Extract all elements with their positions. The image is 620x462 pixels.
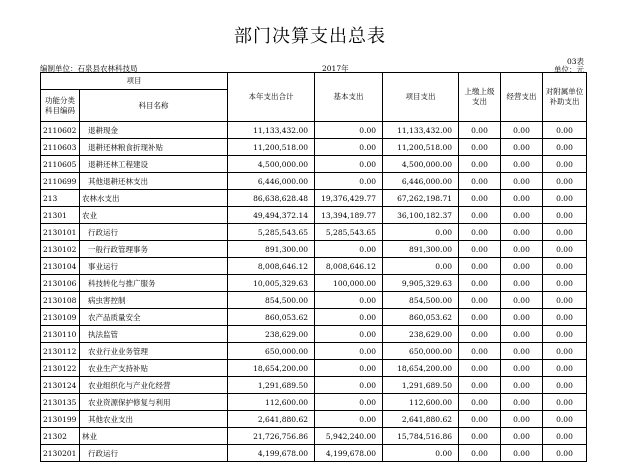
cell-basic: 0.00 (315, 173, 383, 190)
cell-code: 21301 (41, 207, 80, 224)
cell-total: 86,638,628.48 (228, 190, 315, 207)
cell-total: 1,291,689.50 (228, 377, 315, 394)
cell-project: 18,654,200.00 (383, 360, 459, 377)
cell-basic: 5,285,543.65 (315, 224, 383, 241)
cell-subsidy: 0.00 (543, 411, 587, 428)
cell-business: 0.00 (501, 207, 543, 224)
cell-subsidy: 0.00 (543, 275, 587, 292)
table-row (41, 428, 587, 445)
cell-business: 0.00 (501, 411, 543, 428)
cell-project: 1,291,689.50 (383, 377, 459, 394)
cell-business: 0.00 (501, 428, 543, 445)
cell-project: 67,262,198.71 (383, 190, 459, 207)
cell-upper: 0.00 (459, 275, 501, 292)
table-row (41, 207, 587, 224)
cell-project: 854,500.00 (383, 292, 459, 309)
cell-business: 0.00 (501, 377, 543, 394)
cell-project: 860,053.62 (383, 309, 459, 326)
cell-subsidy: 0.00 (543, 292, 587, 309)
cell-basic: 0.00 (315, 343, 383, 360)
cell-name: 其他农业支出 (80, 411, 228, 428)
cell-total: 854,500.00 (228, 292, 315, 309)
table-row (41, 224, 587, 241)
cell-project: 650,000.00 (383, 343, 459, 360)
cell-project: 0.00 (383, 258, 459, 275)
table-row (41, 411, 587, 428)
cell-basic: 0.00 (315, 122, 383, 139)
cell-subsidy: 0.00 (543, 394, 587, 411)
cell-project: 6,446,000.00 (383, 173, 459, 190)
cell-business: 0.00 (501, 258, 543, 275)
cell-total: 891,300.00 (228, 241, 315, 258)
table-row (41, 122, 587, 139)
cell-name: 事业运行 (80, 258, 228, 275)
table-row (41, 258, 587, 275)
cell-total: 8,008,646.12 (228, 258, 315, 275)
table-row (41, 445, 587, 462)
table-row (41, 343, 587, 360)
cell-basic: 8,008,646.12 (315, 258, 383, 275)
cell-code: 2110603 (41, 139, 80, 156)
cell-upper: 0.00 (459, 190, 501, 207)
cell-project: 36,100,182.37 (383, 207, 459, 224)
currency-unit: 单位：元 (554, 65, 584, 74)
cell-basic: 0.00 (315, 292, 383, 309)
cell-upper: 0.00 (459, 394, 501, 411)
cell-upper: 0.00 (459, 326, 501, 343)
cell-name: 退耕还林工程建设 (80, 156, 228, 173)
cell-code: 2130199 (41, 411, 80, 428)
cell-name: 农业 (80, 207, 228, 224)
cell-subsidy: 0.00 (543, 241, 587, 258)
cell-basic: 0.00 (315, 156, 383, 173)
cell-basic: 19,376,429.77 (315, 190, 383, 207)
cell-subsidy: 0.00 (543, 122, 587, 139)
cell-total: 5,285,543.65 (228, 224, 315, 241)
cell-upper: 0.00 (459, 156, 501, 173)
cell-project: 0.00 (383, 224, 459, 241)
cell-basic: 0.00 (315, 326, 383, 343)
fiscal-year: 2017年 (322, 64, 349, 73)
cell-business: 0.00 (501, 326, 543, 343)
cell-subsidy: 0.00 (543, 343, 587, 360)
cell-business: 0.00 (501, 360, 543, 377)
cell-total: 112,600.00 (228, 394, 315, 411)
cell-upper: 0.00 (459, 360, 501, 377)
cell-code: 2130104 (41, 258, 80, 275)
cell-upper: 0.00 (459, 224, 501, 241)
cell-project: 11,200,518.00 (383, 139, 459, 156)
header-total: 本年支出合计 (228, 73, 315, 122)
cell-code: 2130106 (41, 275, 80, 292)
cell-upper: 0.00 (459, 292, 501, 309)
cell-business: 0.00 (501, 190, 543, 207)
cell-name: 其他退耕还林支出 (80, 173, 228, 190)
cell-upper: 0.00 (459, 445, 501, 462)
cell-name: 科技转化与推广服务 (80, 275, 228, 292)
cell-total: 6,446,000.00 (228, 173, 315, 190)
cell-code: 213 (41, 190, 80, 207)
cell-upper: 0.00 (459, 207, 501, 224)
cell-code: 2110602 (41, 122, 80, 139)
cell-subsidy: 0.00 (543, 309, 587, 326)
cell-total: 10,005,329.63 (228, 275, 315, 292)
table-row (41, 173, 587, 190)
cell-subsidy: 0.00 (543, 207, 587, 224)
cell-subsidy: 0.00 (543, 258, 587, 275)
cell-upper: 0.00 (459, 173, 501, 190)
header-code: 功能分类科目编码 (41, 90, 80, 122)
cell-total: 21,726,756.86 (228, 428, 315, 445)
cell-business: 0.00 (501, 241, 543, 258)
cell-business: 0.00 (501, 445, 543, 462)
cell-project: 4,500,000.00 (383, 156, 459, 173)
cell-subsidy: 0.00 (543, 326, 587, 343)
cell-name: 农业生产支持补贴 (80, 360, 228, 377)
cell-subsidy: 0.00 (543, 156, 587, 173)
table-row (41, 326, 587, 343)
table-row (41, 139, 587, 156)
header-name: 科目名称 (80, 90, 228, 122)
cell-upper: 0.00 (459, 411, 501, 428)
cell-basic: 0.00 (315, 139, 383, 156)
cell-basic: 13,394,189.77 (315, 207, 383, 224)
cell-total: 4,199,678.00 (228, 445, 315, 462)
cell-total: 11,133,432.00 (228, 122, 315, 139)
cell-total: 650,000.00 (228, 343, 315, 360)
cell-code: 2130109 (41, 309, 80, 326)
cell-code: 2130110 (41, 326, 80, 343)
table-row (41, 394, 587, 411)
header-basic: 基本支出 (315, 73, 383, 122)
cell-name: 农业资源保护修复与利用 (80, 394, 228, 411)
compiling-unit: 编制单位：石泉县农林科技局 (40, 64, 138, 73)
cell-total: 49,494,372.14 (228, 207, 315, 224)
cell-total: 2,641,880.62 (228, 411, 315, 428)
cell-basic: 5,942,240.00 (315, 428, 383, 445)
cell-project: 15,784,516.86 (383, 428, 459, 445)
cell-basic: 0.00 (315, 309, 383, 326)
cell-name: 行政运行 (80, 445, 228, 462)
cell-total: 860,053.62 (228, 309, 315, 326)
cell-code: 2110605 (41, 156, 80, 173)
cell-upper: 0.00 (459, 258, 501, 275)
cell-subsidy: 0.00 (543, 445, 587, 462)
cell-business: 0.00 (501, 173, 543, 190)
cell-subsidy: 0.00 (543, 360, 587, 377)
header-project-group: 项目 (41, 73, 228, 90)
cell-name: 林业 (80, 428, 228, 445)
cell-project: 11,133,432.00 (383, 122, 459, 139)
cell-business: 0.00 (501, 156, 543, 173)
cell-name: 农产品质量安全 (80, 309, 228, 326)
cell-basic: 0.00 (315, 241, 383, 258)
cell-business: 0.00 (501, 309, 543, 326)
cell-upper: 0.00 (459, 309, 501, 326)
cell-code: 2130122 (41, 360, 80, 377)
cell-upper: 0.00 (459, 343, 501, 360)
cell-code: 2130108 (41, 292, 80, 309)
cell-business: 0.00 (501, 122, 543, 139)
header-upper: 上缴上级支出 (459, 73, 501, 122)
cell-name: 行政运行 (80, 224, 228, 241)
cell-business: 0.00 (501, 224, 543, 241)
cell-total: 11,200,518.00 (228, 139, 315, 156)
table-row (41, 292, 587, 309)
cell-name: 执法监管 (80, 326, 228, 343)
table-row (41, 360, 587, 377)
table-row (41, 275, 587, 292)
cell-code: 2130101 (41, 224, 80, 241)
cell-basic: 4,199,678.00 (315, 445, 383, 462)
cell-subsidy: 0.00 (543, 139, 587, 156)
cell-project: 9,905,329.63 (383, 275, 459, 292)
cell-name: 病虫害控制 (80, 292, 228, 309)
table-row (41, 377, 587, 394)
cell-basic: 0.00 (315, 411, 383, 428)
cell-project: 112,600.00 (383, 394, 459, 411)
cell-upper: 0.00 (459, 241, 501, 258)
cell-name: 农业组织化与产业化经营 (80, 377, 228, 394)
page-title: 部门决算支出总表 (234, 26, 386, 47)
cell-code: 2130124 (41, 377, 80, 394)
cell-subsidy: 0.00 (543, 224, 587, 241)
expenditure-table (40, 72, 587, 462)
cell-subsidy: 0.00 (543, 173, 587, 190)
cell-upper: 0.00 (459, 139, 501, 156)
cell-basic: 0.00 (315, 360, 383, 377)
header-subsidy: 对附属单位补助支出 (543, 73, 587, 122)
cell-project: 238,629.00 (383, 326, 459, 343)
cell-project: 891,300.00 (383, 241, 459, 258)
cell-business: 0.00 (501, 275, 543, 292)
cell-business: 0.00 (501, 139, 543, 156)
cell-name: 退耕还林粮食折现补贴 (80, 139, 228, 156)
cell-subsidy: 0.00 (543, 190, 587, 207)
cell-upper: 0.00 (459, 428, 501, 445)
header-project: 项目支出 (383, 73, 459, 122)
table-row (41, 190, 587, 207)
cell-upper: 0.00 (459, 122, 501, 139)
table-row (41, 156, 587, 173)
cell-name: 一般行政管理事务 (80, 241, 228, 258)
table-code: 03表 (566, 57, 584, 66)
table-row (41, 241, 587, 258)
cell-total: 18,654,200.00 (228, 360, 315, 377)
cell-name: 农业行业业务管理 (80, 343, 228, 360)
cell-business: 0.00 (501, 343, 543, 360)
cell-business: 0.00 (501, 292, 543, 309)
cell-subsidy: 0.00 (543, 428, 587, 445)
cell-subsidy: 0.00 (543, 377, 587, 394)
cell-name: 退耕现金 (80, 122, 228, 139)
table-row (41, 309, 587, 326)
cell-upper: 0.00 (459, 377, 501, 394)
cell-code: 2130102 (41, 241, 80, 258)
cell-total: 238,629.00 (228, 326, 315, 343)
cell-project: 2,641,880.62 (383, 411, 459, 428)
cell-code: 21302 (41, 428, 80, 445)
cell-name: 农林水支出 (80, 190, 228, 207)
cell-basic: 100,000.00 (315, 275, 383, 292)
cell-code: 2130112 (41, 343, 80, 360)
cell-code: 2130201 (41, 445, 80, 462)
cell-business: 0.00 (501, 394, 543, 411)
cell-code: 2110699 (41, 173, 80, 190)
cell-basic: 0.00 (315, 394, 383, 411)
cell-project: 0.00 (383, 445, 459, 462)
cell-basic: 0.00 (315, 377, 383, 394)
cell-total: 4,500,000.00 (228, 156, 315, 173)
header-business: 经营支出 (501, 73, 543, 122)
cell-code: 2130135 (41, 394, 80, 411)
